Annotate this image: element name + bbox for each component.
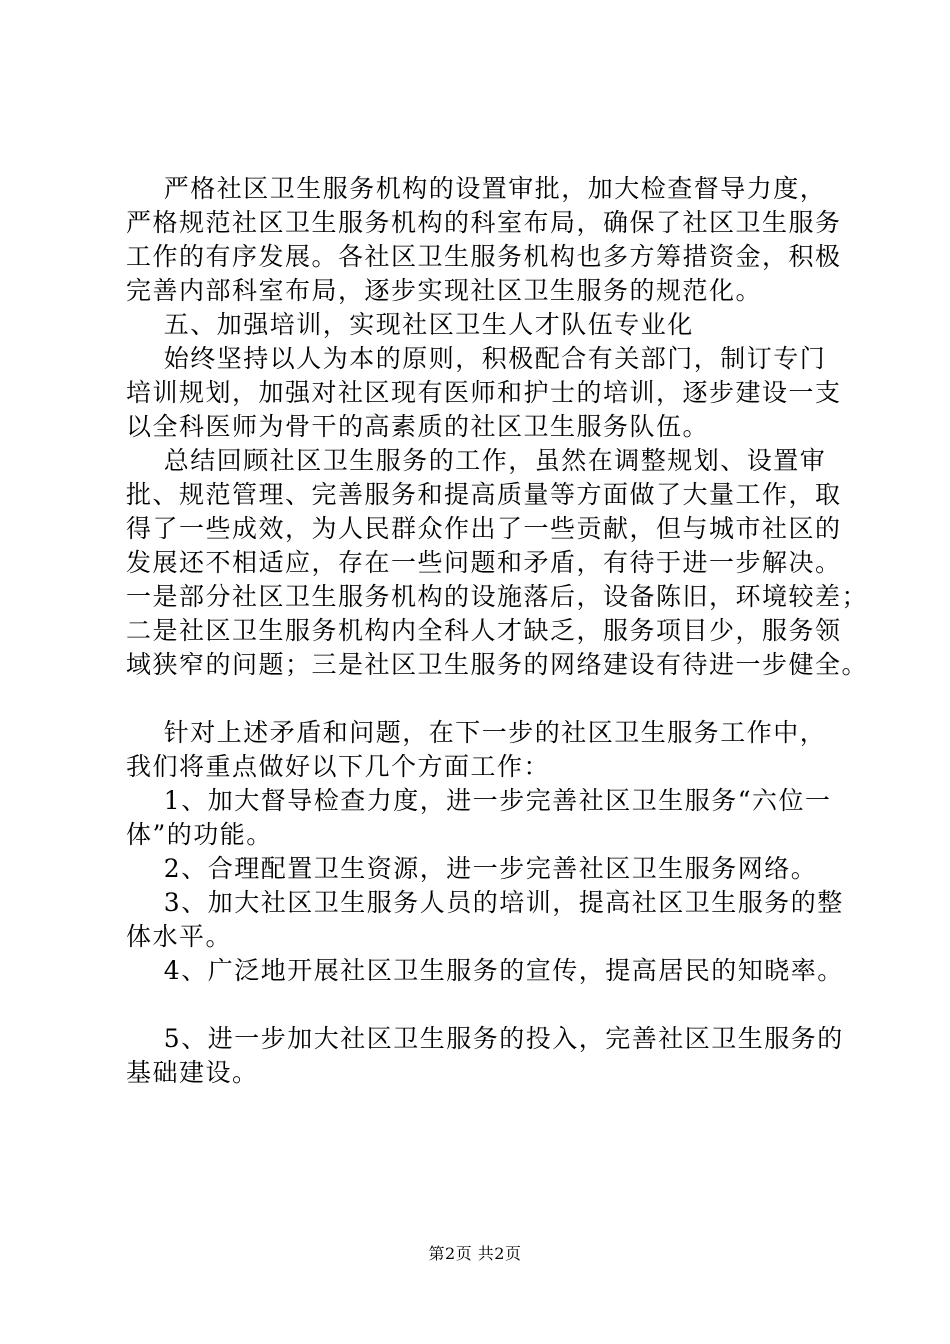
- document-body: [126, 172, 869, 1090]
- text-line: 始终坚持以人为本的原则，积极配合有关部门，制订专门: [126, 344, 827, 373]
- text-line: 以全科医师为骨干的高素质的社区卫生服务队伍。: [126, 412, 710, 441]
- text-line: 3、加大社区卫生服务人员的培训，提高社区卫生服务的整: [126, 888, 844, 917]
- text-line: 基础建设。: [126, 1058, 259, 1087]
- text-line: 我们将重点做好以下几个方面工作：: [126, 752, 551, 781]
- text-line: 域狭窄的问题；三是社区卫生服务的网络建设有待进一步健全。: [126, 650, 869, 679]
- text-line: 体”的功能。: [126, 820, 273, 849]
- list-item-5: [126, 1022, 846, 1090]
- text-line: 批、规范管理、完善服务和提高质量等方面做了大量工作，取: [126, 480, 842, 509]
- list-item-2: [126, 852, 846, 886]
- text-line: 严格社区卫生服务机构的设置审批，加大检查督导力度，: [126, 174, 827, 203]
- text-line: 完善内部科室布局，逐步实现社区卫生服务的规范化。: [126, 276, 763, 305]
- list-item-3: [126, 886, 846, 954]
- text-line: 发展还不相适应，存在一些问题和矛盾，有待于进一步解决。: [126, 548, 842, 577]
- text-line: 得了一些成效，为人民群众作出了一些贡献，但与城市社区的: [126, 514, 842, 543]
- text-line: 1、加大督导检查力度，进一步完善社区卫生服务“六位一: [126, 786, 832, 815]
- text-line: 针对上述矛盾和问题，在下一步的社区卫生服务工作中，: [126, 718, 827, 747]
- text-line: 2、合理配置卫生资源，进一步完善社区卫生服务网络。: [126, 854, 818, 883]
- page-footer: 第2页 共2页: [428, 1244, 522, 1263]
- text-line: 体水平。: [126, 922, 233, 951]
- paragraph-spacer: [126, 988, 846, 1022]
- text-line: 一是部分社区卫生服务机构的设施落后，设备陈旧，环境较差；: [126, 582, 869, 611]
- text-line: 二是社区卫生服务机构内全科人才缺乏，服务项目少，服务领: [126, 616, 842, 645]
- paragraph-approval: [126, 172, 846, 308]
- paragraph-summary: [126, 444, 869, 682]
- paragraph-next-steps: [126, 716, 846, 784]
- text-line: 培训规划，加强对社区现有医师和护士的培训，逐步建设一支: [126, 378, 842, 407]
- list-item-4: [126, 954, 846, 988]
- section-heading-training: [126, 308, 846, 342]
- text-line: 4、广泛地开展社区卫生服务的宣传，提高居民的知晓率。: [126, 956, 844, 985]
- text-line: 工作的有序发展。各社区卫生服务机构也多方筹措资金，积极: [126, 242, 842, 271]
- list-item-1: [126, 784, 846, 852]
- text-line: 严格规范社区卫生服务机构的科室布局，确保了社区卫生服务: [126, 208, 842, 237]
- text-line: 五、加强培训，实现社区卫生人才队伍专业化: [126, 310, 694, 339]
- text-line: 5、进一步加大社区卫生服务的投入，完善社区卫生服务的: [126, 1024, 844, 1053]
- paragraph-spacer: [126, 682, 846, 716]
- paragraph-training: [126, 342, 846, 444]
- text-line: 总结回顾社区卫生服务的工作，虽然在调整规划、设置审: [126, 446, 827, 475]
